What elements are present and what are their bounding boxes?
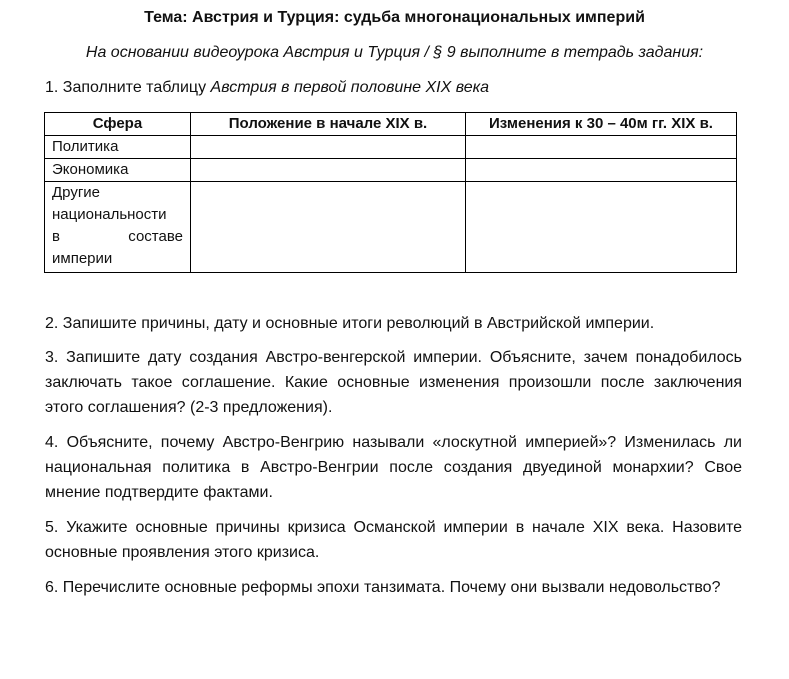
row-label-line: Другие национальности xyxy=(52,184,167,223)
page-title: Тема: Австрия и Турция: судьба многонациональных империй xyxy=(144,9,645,26)
table-cell-empty[interactable] xyxy=(191,182,466,273)
row-label-line: в составе империи xyxy=(52,228,183,267)
table-cell-empty[interactable] xyxy=(466,159,737,182)
table-cell-empty[interactable] xyxy=(191,136,466,159)
question-4: 4. Объясните, почему Австро-Венгрию называли «лоскутной империей»? Изменилась ли национальная политика в Австро-Венгрии после создания двуединой монархии? Свое мнение подтвердите фактами. xyxy=(45,434,742,501)
row-label-politics: Политика xyxy=(45,136,191,159)
question-2: 2. Запишите причины, дату и основные итоги революций в Австрийской империи. xyxy=(45,315,655,332)
table-cell-empty[interactable] xyxy=(466,136,737,159)
question-3: 3. Запишите дату создания Австро-венгерской империи. Объясните, зачем понадобилось заключать такое соглашение. Какие основные изменения произошли после заключения этого соглашения? (2-3 предложения). xyxy=(45,349,742,416)
question-5: 5. Укажите основные причины кризиса Османской империи в начале XIX века. Назовите основные проявления этого кризиса. xyxy=(45,519,742,561)
table-row xyxy=(45,136,737,159)
header-sphere: Сфера xyxy=(45,113,191,136)
table-cell-empty[interactable] xyxy=(466,182,737,273)
table-row xyxy=(45,182,737,273)
austria-table xyxy=(44,112,737,273)
task-1 xyxy=(45,77,489,99)
row-label-nationalities xyxy=(45,182,191,273)
instructions: На основании видеоурока Австрия и Турция / § 9 выполните в тетрадь задания: xyxy=(85,44,704,61)
header-changes: Изменения к 30 – 40м гг. XIX в. xyxy=(466,113,737,136)
table-header-row xyxy=(45,113,737,136)
question-6: 6. Перечислите основные реформы эпохи танзимата. Почему они вызвали недовольство? xyxy=(45,579,721,596)
task-1-text: 1. Заполните таблицу xyxy=(45,79,211,96)
task-1-table-name: Австрия в первой половине XIX века xyxy=(210,79,490,96)
row-label-economy: Экономика xyxy=(45,159,191,182)
header-early-xix: Положение в начале XIX в. xyxy=(191,113,466,136)
table-cell-empty[interactable] xyxy=(191,159,466,182)
table-row xyxy=(45,159,737,182)
